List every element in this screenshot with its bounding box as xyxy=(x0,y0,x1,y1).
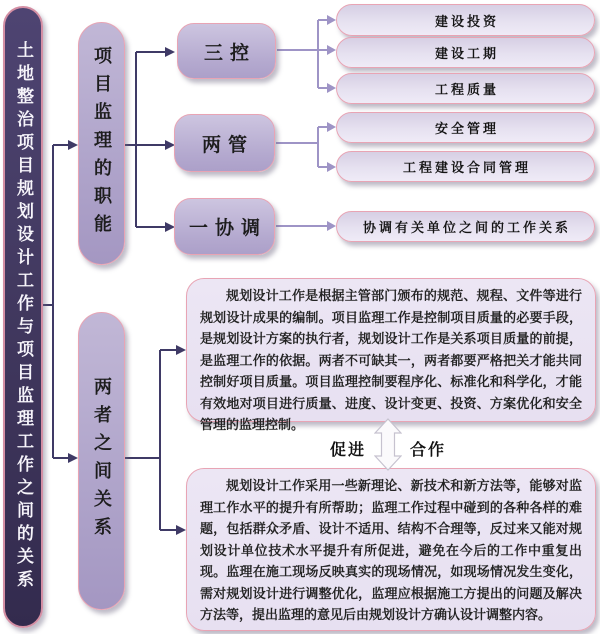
target-schedule-label: 建设工期 xyxy=(434,47,499,62)
target-item-quality xyxy=(336,73,595,104)
root-node xyxy=(3,6,43,628)
root-bracket xyxy=(43,145,69,458)
arrowhead-to-coordination xyxy=(327,221,336,231)
arrowhead-to-paragraph-2 xyxy=(176,525,186,535)
arrowhead-to-functions xyxy=(68,140,78,150)
target-item-contract xyxy=(336,151,595,182)
branch-relation-label: 两者之间关系 xyxy=(91,377,112,545)
liangguan-bracket xyxy=(276,127,328,167)
branch-functions-label: 项目监理的职能 xyxy=(91,45,112,242)
branch-node-functions xyxy=(78,22,125,265)
target-coordination-label: 协调有关单位之间的工作关系 xyxy=(362,221,571,236)
target-investment-label: 建设投资 xyxy=(434,14,499,30)
control-node-liangguan xyxy=(174,114,275,172)
target-item-schedule xyxy=(336,37,595,68)
double-arrow-icon xyxy=(374,418,402,471)
target-safety-label: 安全管理 xyxy=(434,122,499,137)
functions-bracket xyxy=(125,52,166,227)
control-node-yixietiao xyxy=(174,198,275,255)
arrowhead-to-relation xyxy=(68,453,78,463)
paragraph-box-1: 规划设计工作是根据主管部门颁布的规范、规程、文件等进行规划设计成果的编制。项目监理工作是控制项目质量的必要手段，是规划设计方案的执行者，规划设计工作是关系项目质量的前提，是监理工作的依据。两者不可缺其一，两者都要严格把关才能共同控制好项目质量。项目监理控制要程序化、标准化和科学化，才能有效地对项目进行质量、进度、设计变更、投资、方案优化和安全管理的监理控制。 xyxy=(186,278,596,422)
target-item-coordination xyxy=(336,211,595,242)
control-yixietiao-label: 一协调 xyxy=(188,217,267,239)
promote-label: 促进 xyxy=(329,440,366,459)
arrowhead-to-investment xyxy=(327,15,336,25)
target-item-investment xyxy=(336,4,595,36)
arrowhead-to-safety xyxy=(327,122,336,132)
control-sankong-label: 三控 xyxy=(203,41,256,64)
arrowhead-to-quality xyxy=(327,83,336,93)
control-node-sankong xyxy=(177,23,276,79)
arrowhead-to-contract xyxy=(327,162,336,172)
target-contract-label: 工程建设合同管理 xyxy=(402,161,531,176)
root-node-label: 土地整治项目规划设计工作与项目监理工作之间的关系 xyxy=(13,41,33,593)
arrowhead-to-schedule xyxy=(327,45,336,55)
branch-node-relation xyxy=(78,312,125,610)
target-item-safety xyxy=(336,112,595,143)
arrowhead-to-paragraph-1 xyxy=(176,345,186,355)
paragraph-box-2: 规划设计工作采用一些新理论、新技术和新方法等，能够对监理工作水平的提升有所帮助；监理工作过程中碰到的各种各样的难题，包括群众矛盾、设计不适用、结构不合理等，反过来又能对规划设计单位技术水平提升有所促进，避免在今后的工作中重复出现。监理在施工现场反映真实的现场情况，如现场情况发生变化，需对规划设计进行调整优化，监理应根据施工方提出的问题及解决方法等，提出监理的意见后由规划设计方确认设计调整内容。 xyxy=(186,468,596,631)
target-quality-label: 工程质量 xyxy=(434,83,499,98)
control-liangguan-label: 两管 xyxy=(201,133,254,156)
relation-bracket xyxy=(123,350,177,530)
arrowhead-to-sankong xyxy=(165,47,175,57)
cooperate-label: 合作 xyxy=(409,440,446,459)
sankong-bracket xyxy=(277,20,328,88)
